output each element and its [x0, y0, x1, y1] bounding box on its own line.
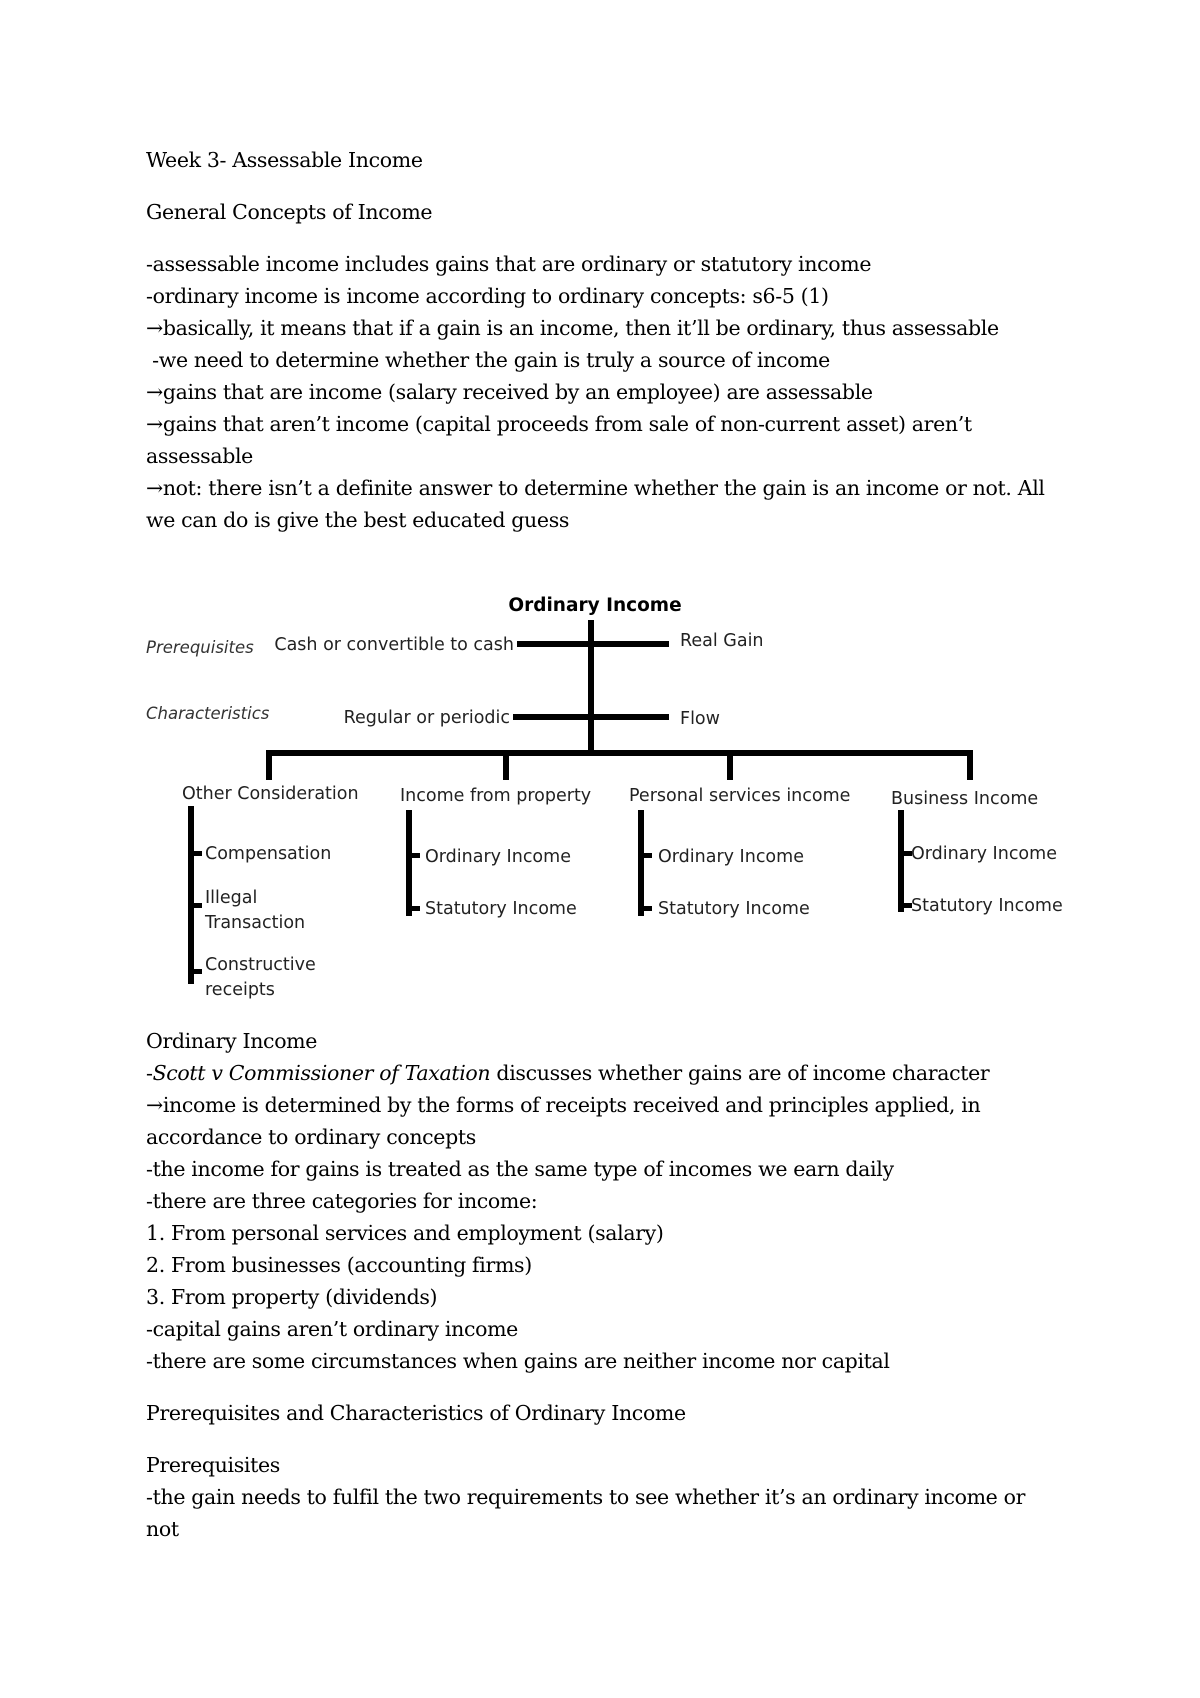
diagram-category-stem [406, 810, 412, 916]
paragraph-line: →gains that are income (salary received by an employee) are assessable [146, 380, 873, 404]
diagram-leaf-tick [406, 853, 420, 858]
diagram-leaf-ordinary: Ordinary Income [658, 847, 804, 867]
diagram-leaf-tick [638, 853, 652, 858]
diagram-root-label: Ordinary Income [508, 595, 682, 616]
diagram-leaf-statutory: Statutory Income [425, 899, 577, 919]
page-title: Week 3- Assessable Income [146, 148, 423, 172]
diagram-category-drop [266, 750, 272, 780]
paragraph-line: -the income for gains is treated as the same type of incomes we earn daily [146, 1157, 894, 1181]
subheading-prerequisites: Prerequisites [146, 1453, 280, 1477]
diagram-leaf-tick [188, 969, 202, 974]
diagram-node-real-gain: Real Gain [680, 631, 764, 651]
list-item: 2. From businesses (accounting firms) [146, 1253, 532, 1277]
paragraph-line: -assessable income includes gains that are ordinary or statutory income [146, 252, 872, 276]
diagram-trunk-line [588, 620, 594, 756]
diagram-characteristics-branch [513, 714, 669, 720]
diagram-characteristics-label: Characteristics [146, 704, 270, 723]
diagram-category-stem [638, 810, 644, 916]
diagram-node-regular: Regular or periodic [343, 708, 510, 728]
diagram-category-drop [503, 750, 509, 780]
list-item: 3. From property (dividends) [146, 1285, 438, 1309]
paragraph-line-case [146, 1057, 1076, 1089]
case-rest: discusses whether gains are of income character [490, 1061, 990, 1085]
diagram-leaf-statutory: Statutory Income [911, 896, 1063, 916]
document-text-bottom [146, 1025, 1076, 1545]
paragraph-line: -there are three categories for income: [146, 1189, 538, 1213]
paragraph-line: →not: there isn’t a definite answer to determine whether the gain is an income or not. All we can do is give the best educated guess [146, 476, 1045, 532]
section-heading-ordinary-income: Ordinary Income [146, 1029, 318, 1053]
paragraph-line: →basically, it means that if a gain is an income, then it’ll be ordinary, thus assessable [146, 316, 999, 340]
diagram-leaf-tick [188, 903, 202, 908]
diagram-category-bar [266, 750, 973, 756]
diagram-leaf-tick [638, 906, 652, 911]
diagram-prerequisites-branch [517, 641, 669, 647]
diagram-node-cash: Cash or convertible to cash [274, 635, 514, 655]
diagram-category-drop [727, 750, 733, 780]
paragraph-line: -there are some circumstances when gains are neither income nor capital [146, 1349, 890, 1373]
diagram-category-stem [898, 810, 904, 912]
diagram-prerequisites-label: Prerequisites [146, 638, 254, 657]
diagram-category-income-property: Income from property [400, 786, 592, 806]
paragraph-line: →income is determined by the forms of receipts received and principles applied, in accordance to ordinary concepts [146, 1093, 981, 1149]
diagram-category-drop [967, 750, 973, 780]
case-name: Scott v Commissioner of Taxation [152, 1061, 491, 1085]
diagram-category-stem [188, 806, 194, 984]
diagram-leaf-statutory: Statutory Income [658, 899, 810, 919]
diagram-leaf-tick [898, 903, 912, 908]
list-item: 1. From personal services and employment (salary) [146, 1221, 664, 1245]
paragraph-line: -the gain needs to fulfil the two requirements to see whether it’s an ordinary income or not [146, 1485, 1026, 1541]
paragraph-line: →gains that aren’t income (capital proceeds from sale of non-current asset) aren’t assessable [146, 412, 972, 468]
section-heading-prerequisites-characteristics: Prerequisites and Characteristics of Ordinary Income [146, 1401, 686, 1425]
diagram-leaf-tick [898, 851, 912, 856]
diagram-leaf-ordinary: Ordinary Income [911, 844, 1057, 864]
diagram-category-other-consideration: Other Consideration [182, 784, 359, 804]
diagram-category-personal-services: Personal services income [629, 786, 851, 806]
diagram-leaf-tick [406, 906, 420, 911]
paragraph-line: -we need to determine whether the gain is truly a source of income [146, 348, 830, 372]
diagram-category-business-income: Business Income [891, 789, 1039, 809]
paragraph-line: -ordinary income is income according to ordinary concepts: s6-5 (1) [146, 284, 829, 308]
diagram-leaf-tick [188, 851, 202, 856]
paragraph-line: -capital gains aren’t ordinary income [146, 1317, 518, 1341]
diagram-leaf-compensation: Compensation [205, 844, 332, 864]
diagram-node-flow: Flow [680, 709, 720, 729]
diagram-leaf-illegal: Illegal Transaction [205, 888, 306, 933]
case-prefix: - [146, 1061, 153, 1085]
section-heading-general-concepts: General Concepts of Income [146, 200, 433, 224]
diagram-leaf-constructive: Constructive receipts [205, 955, 316, 1000]
diagram-leaf-ordinary: Ordinary Income [425, 847, 571, 867]
